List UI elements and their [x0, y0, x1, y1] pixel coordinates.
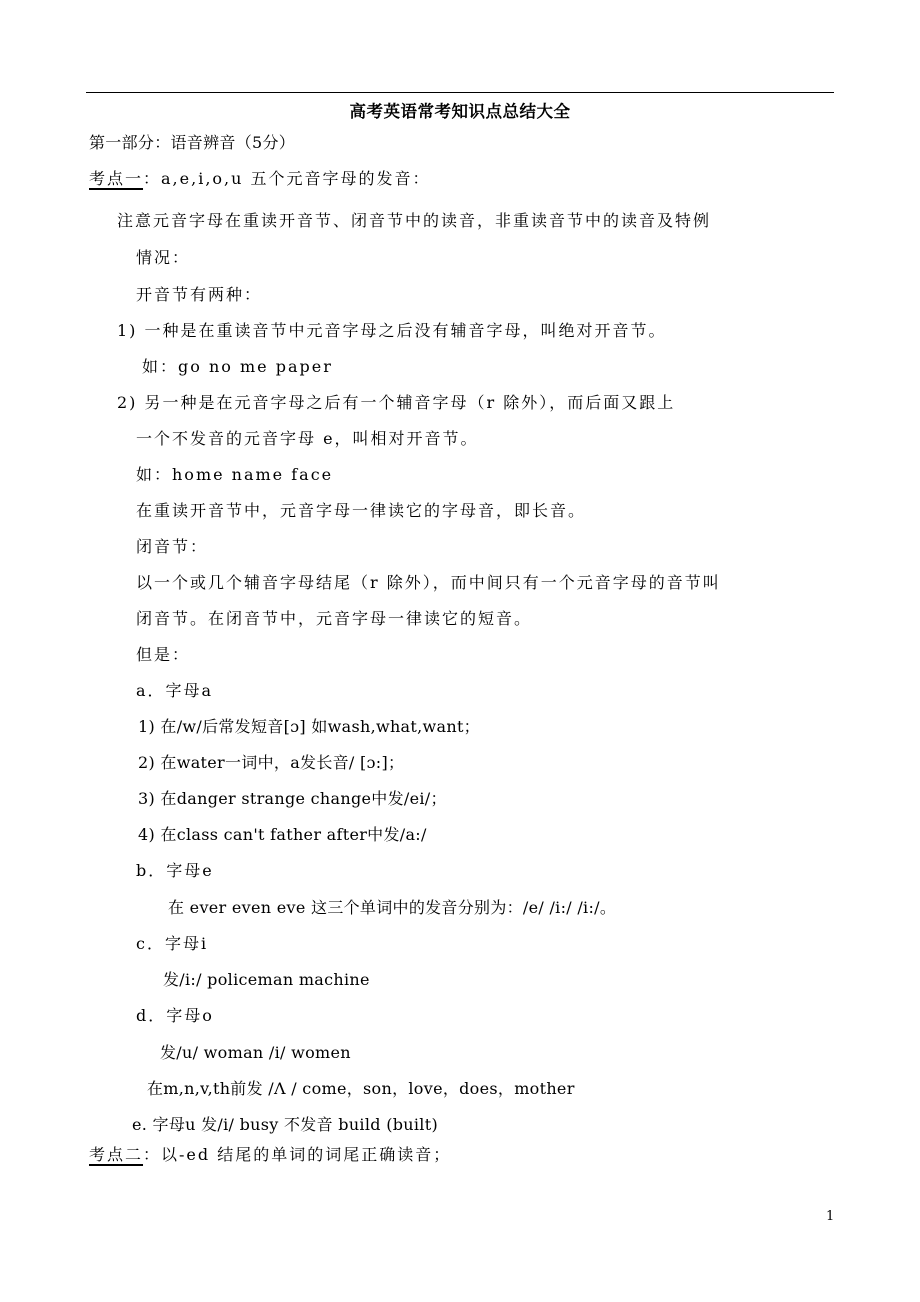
letter-i-heading: c．字母i [136, 934, 209, 953]
note-line-2: 情况： [136, 248, 191, 267]
letter-i-rule: 发/i:/ policeman machine [163, 970, 370, 989]
part-heading: 第一部分：语音辨音（5分） [89, 133, 296, 152]
example-2: 如：home name face [136, 465, 334, 484]
letter-u-rule: e. 字母u 发/i/ busy 不发音 build (built) [132, 1115, 438, 1134]
letter-o-rule-2: 在m,n,v,th前发 /Λ / come，son，love，does，mother [147, 1079, 575, 1098]
key-point-2-text: ：以-ed 结尾的单词的词尾正确读音； [143, 1145, 452, 1164]
page-number: 1 [826, 1209, 835, 1224]
exception-intro: 但是： [136, 645, 191, 664]
letter-o-heading: d．字母o [136, 1006, 214, 1025]
list-item-2-continued: 一个不发音的元音字母 e，叫相对开音节。 [136, 429, 479, 448]
closed-syllable-definition-2: 闭音节。在闭音节中，元音字母一律读它的短音。 [136, 609, 533, 628]
letter-e-heading: b．字母e [136, 861, 214, 880]
page-title: 高考英语常考知识点总结大全 [349, 102, 571, 121]
letter-a-rule-3: 3) 在danger strange change中发/ei/； [138, 789, 447, 808]
open-syllable-intro: 开音节有两种： [136, 285, 263, 304]
letter-e-rule: 在 ever even eve 这三个单词中的发音分别为：/e/ /i:/ /i:/。 [168, 898, 617, 917]
list-item-2: 2) 另一种是在元音字母之后有一个辅音字母（r 除外），而后面又跟上 [117, 393, 676, 412]
letter-a-rule-2: 2) 在water一词中，a发长音/ [ɔ:]； [138, 753, 405, 772]
closed-syllable-definition-1: 以一个或几个辅音字母结尾（r 除外），而中间只有一个元音字母的音节叫 [136, 573, 721, 592]
letter-a-rule-4: 4) 在class can't father after中发/a:/ [138, 825, 427, 844]
note-line-1: 注意元音字母在重读开音节、闭音节中的读音，非重读音节中的读音及特例 [117, 211, 712, 230]
key-point-2-label: 考点二 [89, 1145, 144, 1164]
example-1: 如：go no me paper [142, 357, 333, 376]
key-point-2 [89, 1145, 451, 1165]
key-point-1-text: ：a,e,i,o,u 五个元音字母的发音： [143, 169, 431, 188]
letter-a-heading: a．字母a [136, 681, 214, 700]
letter-a-rule-1: 1) 在/w/后常发短音[ɔ] 如wash,what,want； [138, 717, 480, 736]
closed-syllable-heading: 闭音节： [136, 537, 209, 556]
header-rule [86, 92, 834, 93]
key-point-1 [89, 169, 431, 189]
key-point-1-label: 考点一 [89, 169, 144, 188]
letter-o-rule-1: 发/u/ woman /i/ women [160, 1043, 351, 1062]
long-vowel-rule: 在重读开音节中，元音字母一律读它的字母音，即长音。 [136, 501, 587, 520]
list-item-1: 1) 一种是在重读音节中元音字母之后没有辅音字母，叫绝对开音节。 [117, 321, 667, 340]
